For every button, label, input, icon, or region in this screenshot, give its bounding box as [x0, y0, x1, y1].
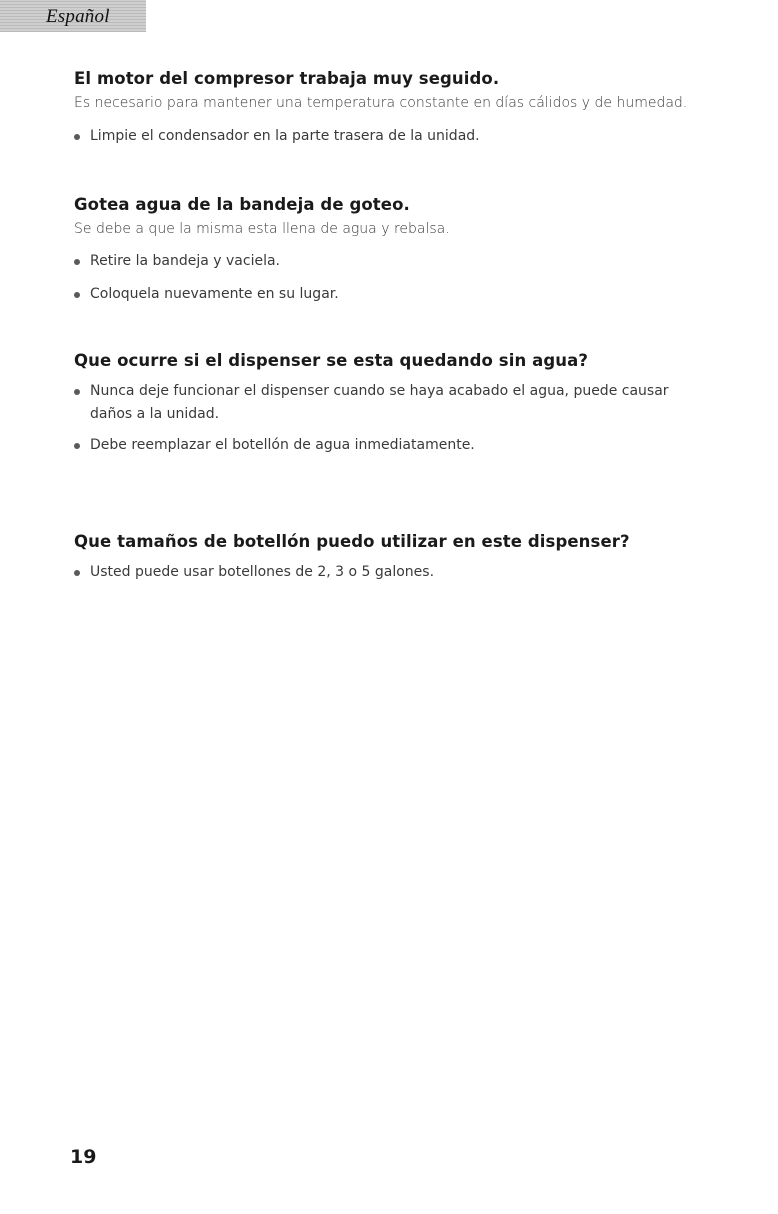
- section-text: Se debe a que la misma esta llena de agua y rebalsa.: [74, 221, 450, 237]
- section-heading: Que ocurre si el dispenser se esta quedando sin agua?: [74, 351, 589, 370]
- bullet-icon: [74, 443, 80, 449]
- bullet-item: [74, 125, 694, 148]
- bullet-text: Debe reemplazar el botellón de agua inmediatamente.: [90, 437, 475, 453]
- bullet-icon: [74, 389, 80, 395]
- bullet-text: Limpie el condensador en la parte trasera de la unidad.: [90, 128, 480, 144]
- section-compressor: [74, 68, 694, 148]
- section-heading: Que tamaños de botellón puedo utilizar en este dispenser?: [74, 532, 630, 551]
- bullet-text: Retire la bandeja y vaciela.: [90, 253, 280, 269]
- page-content: [74, 68, 694, 584]
- section-text: Es necesario para mantener una temperatura constante en días cálidos y de humedad.: [74, 95, 688, 111]
- bullet-item: [74, 561, 694, 584]
- language-tab: [0, 0, 146, 32]
- language-tab-label: Español: [46, 6, 110, 27]
- bullet-icon: [74, 570, 80, 576]
- section-heading: El motor del compresor trabaja muy seguido.: [74, 69, 500, 88]
- section-heading: Gotea agua de la bandeja de goteo.: [74, 195, 410, 214]
- bullet-item: [74, 434, 694, 457]
- section-bottle-sizes: [74, 531, 694, 584]
- bullet-text: Coloquela nuevamente en su lugar.: [90, 286, 339, 302]
- bullet-icon: [74, 134, 80, 140]
- bullet-text: Nunca deje funcionar el dispenser cuando se haya acabado el agua, puede causar daños a la unidad.: [90, 383, 669, 422]
- page-number: 19: [70, 1146, 97, 1168]
- bullet-icon: [74, 259, 80, 265]
- section-running-out-of-water: [74, 350, 694, 457]
- section-drip-tray: [74, 194, 694, 306]
- bullet-item: [74, 283, 694, 306]
- bullet-icon: [74, 292, 80, 298]
- bullet-item: [74, 250, 694, 273]
- bullet-item: [74, 380, 694, 426]
- bullet-text: Usted puede usar botellones de 2, 3 o 5 galones.: [90, 564, 435, 580]
